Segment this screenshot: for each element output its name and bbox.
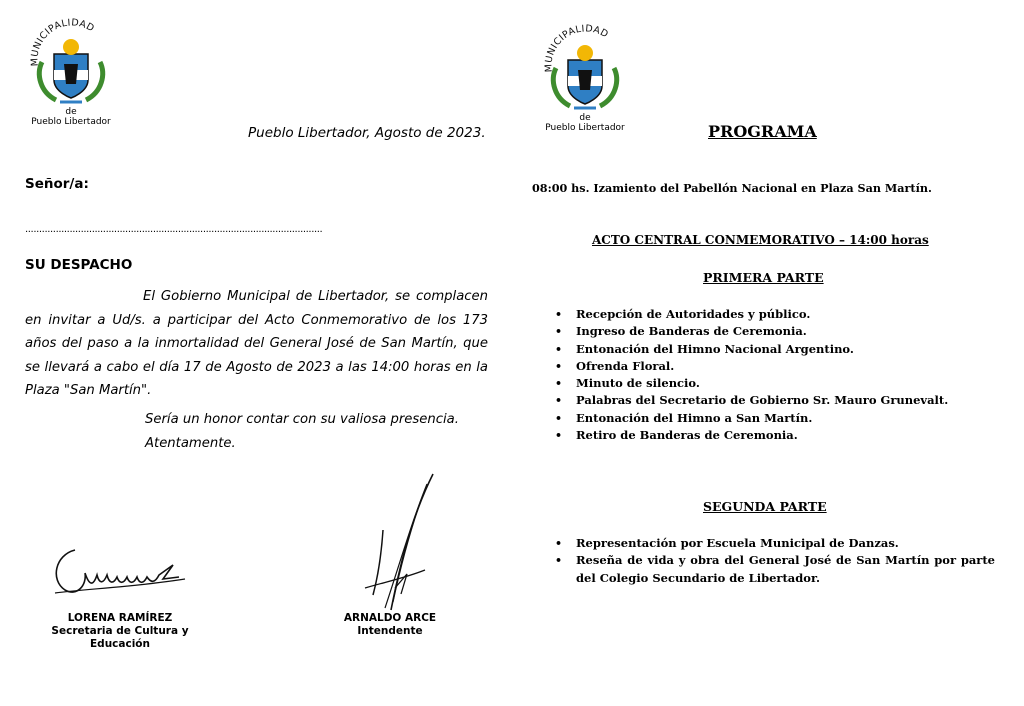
invitation-paragraph: El Gobierno Municipal de Libertador, se complacen en invitar a Ud/s. a participar del Acto Conmemorativo de los 173 años del paso a la inmortalidad del General José de San Martín, que se llevará a cabo el día 17 de Agosto de 2023 a las 14:00 horas en la Plaza "San Martín". [25,289,488,398]
list-item: • Ingreso de Banderas de Ceremonia. [555,323,985,340]
list-item: • Entonación del Himno Nacional Argentino. [555,341,985,358]
list-item: • Retiro de Banderas de Ceremonia. [555,427,985,444]
list-item: • Recepción de Autoridades y público. [555,306,985,323]
signer-role: Secretaria de Cultura y Educación [51,625,189,650]
signer-name: ARNALDO ARCE [343,612,437,624]
signer-name: LORENA RAMÍREZ [67,612,173,624]
logo-town: Pueblo Libertador [545,123,625,134]
signature-block-ramirez [40,612,200,651]
part2-heading: SEGUNDA PARTE [703,499,827,514]
central-act-heading: ACTO CENTRAL CONMEMORATIVO – 14:00 horas [592,233,929,247]
signature-arce [355,470,455,620]
signer-role: Intendente [357,625,423,637]
municipal-logo-right [540,20,630,135]
opening-event: 08:00 hs. Izamiento del Pabellón Nacional en Plaza San Martín. [532,181,932,195]
list-item: • Ofrenda Floral. [555,358,985,375]
signature-ramirez [45,535,195,600]
place-date: Pueblo Libertador, Agosto de 2023. [248,125,486,141]
program-title: PROGRAMA [708,122,817,141]
municipal-seal-icon [26,14,116,109]
list-item: • Palabras del Secretario de Gobierno Sr. Mauro Grunevalt. [555,392,985,409]
part2-list [555,535,995,587]
closing-line: Atentamente. [145,436,236,451]
list-item: • Representación por Escuela Municipal de Danzas. [555,535,995,552]
logo-town: Pueblo Libertador [31,117,111,128]
list-item: • Entonación del Himno a San Martín. [555,410,985,427]
honor-line: Sería un honor contar con su valiosa presencia. [145,412,459,427]
municipal-seal-icon [540,20,630,115]
svg-text:MUNICIPALIDAD: MUNICIPALIDAD [29,17,97,67]
despacho-heading: SU DESPACHO [25,257,133,273]
dotted-line: ........................................................................................................... [25,224,323,235]
signature-block-arce [330,612,450,638]
logo-de: de [579,113,591,123]
list-item: • Reseña de vida y obra del General José de San Martín por parte del Colegio Secundario de Libertador. [555,552,995,587]
part1-heading: PRIMERA PARTE [703,270,824,285]
svg-text:MUNICIPALIDAD: MUNICIPALIDAD [543,23,611,73]
list-item: • Minuto de silencio. [555,375,985,392]
salutation: Señor/a: [25,176,89,192]
municipal-logo-left [26,14,116,129]
part1-list [555,306,985,444]
logo-de: de [65,107,77,117]
